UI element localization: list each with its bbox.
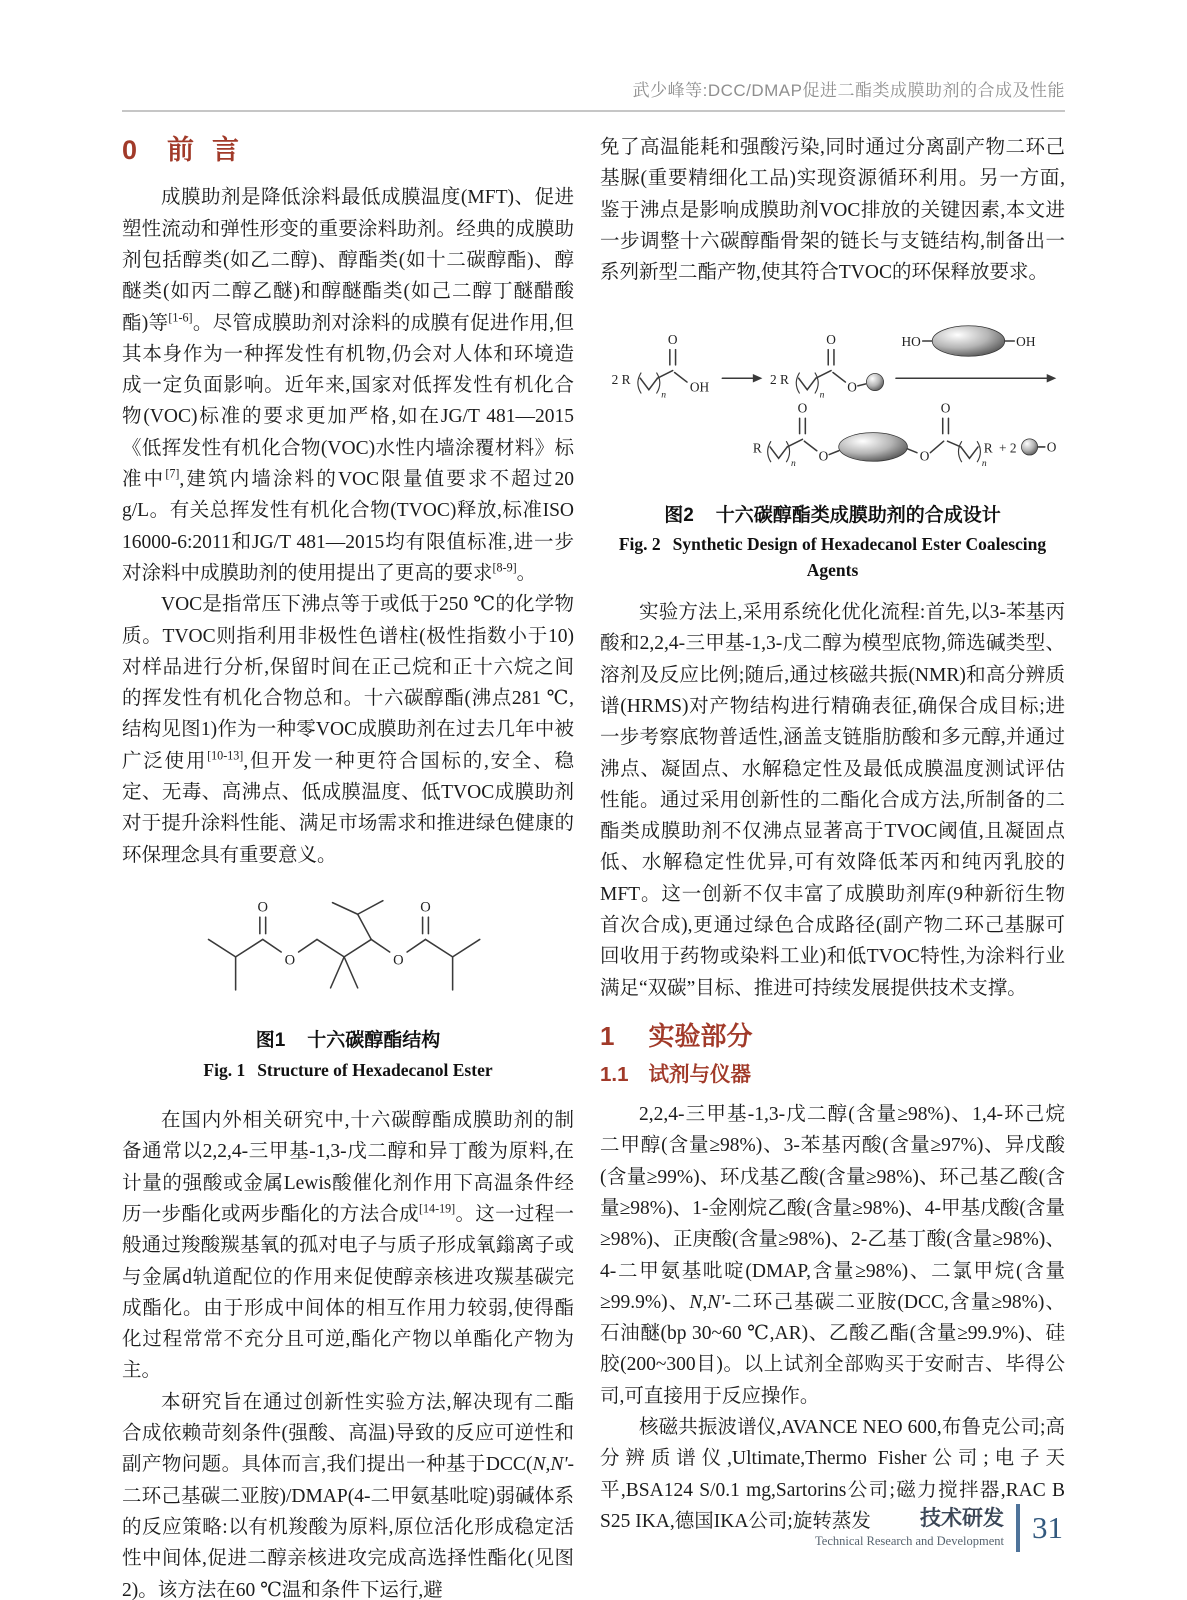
figure-2-reaction-scheme bbox=[604, 298, 1062, 489]
page-number: 31 bbox=[1032, 1510, 1063, 1545]
section-title: 前言 bbox=[167, 135, 258, 165]
citation-ref: [8-9] bbox=[492, 560, 517, 575]
section-number: 1 bbox=[600, 1020, 615, 1051]
figure-1-caption-en bbox=[122, 1058, 574, 1083]
plus-stoichiometry: + 2 bbox=[998, 441, 1017, 457]
oxygen-label: O bbox=[818, 448, 828, 464]
oxygen-label: O bbox=[940, 401, 950, 417]
paragraph-reagents bbox=[600, 1099, 1065, 1412]
figure-title: Structure of Hexadecanol Ester bbox=[257, 1059, 493, 1080]
r-group-label: R bbox=[983, 441, 993, 457]
figure-label: Fig. 2 bbox=[618, 534, 661, 555]
section-heading-0 bbox=[122, 134, 574, 166]
running-head: 武少峰等:DCC/DMAP促进二酯类成膜助剂的合成及性能 bbox=[632, 81, 1065, 100]
footer-divider bbox=[1016, 1504, 1020, 1552]
citation-ref: [7] bbox=[165, 466, 180, 481]
hydroxyl-label: OH bbox=[1015, 334, 1035, 350]
text-run: -二环己基碳二亚胺(DCC,含量≥98%)、石油醚(bp 30~60 ℃,AR)、乙酸乙酯(含量≥99.9%)、硅胶(200~300目)。以上试剂全部购买于安耐吉、毕得公司,可直接用于反应操作。 bbox=[600, 1291, 1065, 1407]
subsection-title: 试剂与仪器 bbox=[648, 1063, 751, 1087]
r-group-label: R bbox=[752, 441, 762, 457]
text-run: VOC是指常压下沸点等于或低于250 ℃的化学物质。TVOC则指利用非极性色谱柱(极性指数小于10)对样品进行分析,保留时间在正己烷和正十六烷之间的挥发性有机化合物总和。十六碳醇酯(沸点281 ℃,结构见图1)作为一种零VOC成膜助剂在过去几年中被广泛使用 bbox=[122, 594, 574, 772]
paragraph-intro-3 bbox=[122, 1105, 574, 1387]
figure-1-chemical-structure bbox=[193, 891, 503, 1015]
section-number: 0 bbox=[122, 135, 138, 165]
italic-chem-name: N,N' bbox=[689, 1291, 725, 1313]
figure-1-caption-cn bbox=[122, 1027, 574, 1056]
figure-label: 图1 bbox=[255, 1030, 286, 1052]
text-run: 。尽管成膜助剂对涂料的成膜有促进作用,但其本身作为一种挥发性有机物,仍会对人体和环境造成一定负面影响。近年来,国家对低挥发性有机化合物(VOC)标准的要求更加严格,如在JG/T 481—2015《低挥发性有机化合物(VOC)水性内墙涂覆材料》标准中 bbox=[122, 312, 574, 491]
byproduct-sphere bbox=[1021, 439, 1037, 455]
footer-section-cn: 技术研发 bbox=[920, 1507, 1004, 1531]
oxygen-label: O bbox=[257, 899, 268, 916]
figure-label: Fig. 1 bbox=[203, 1059, 246, 1080]
figure-title: 十六碳醇酯类成膜助剂的合成设计 bbox=[715, 504, 1001, 526]
repeat-subscript: n bbox=[819, 389, 824, 401]
section-title: 实验部分 bbox=[648, 1020, 753, 1051]
page-footer bbox=[815, 1504, 1063, 1552]
citation-ref: [10-13] bbox=[207, 748, 244, 763]
section-heading-1 bbox=[600, 1020, 1065, 1053]
oxygen-label: O bbox=[825, 332, 836, 348]
right-column bbox=[600, 132, 1065, 1600]
oxygen-label: O bbox=[284, 952, 296, 969]
diol-backbone-ellipse bbox=[838, 433, 907, 462]
figure-2-caption-cn bbox=[600, 502, 1065, 531]
repeat-subscript: n bbox=[660, 389, 666, 401]
hydroxyl-label: HO bbox=[901, 334, 921, 350]
oxygen-label: O bbox=[797, 401, 807, 417]
text-run: ,但开发一种更符合国标的,安全、稳定、无毒、高沸点、低成膜温度、低TVOC成膜助剂对于提升涂料性能、满足市场需求和推进绿色健康的环保理念具有重要意义。 bbox=[122, 750, 574, 866]
header-rule bbox=[122, 110, 1065, 112]
text-run: ,建筑内墙涂料的VOC限量值要求不超过20 g/L。有关总挥发性有机化合物(TVOC)释放,标准ISO 16000-6:2011和JG/T 481—2015均有限值标准,进一步对涂料中成膜助剂的使用提出了更高的要求 bbox=[122, 469, 574, 584]
italic-chem-name: N,N' bbox=[532, 1454, 568, 1476]
page-content bbox=[122, 76, 1065, 1600]
figure-2 bbox=[600, 298, 1065, 583]
paragraph-instruments: 核磁共振波谱仪,AVANCE NEO 600,布鲁克公司;高分辨质谱仪,Ultimate,Thermo Fisher公司;电子天平,BSA124 S/0.1 mg,Sartorins公司;磁力搅拌器,RAC B S25 IKA,德国IKA公司;旋转蒸发 bbox=[600, 1417, 1065, 1532]
subsection-heading-1-1 bbox=[600, 1062, 1065, 1089]
subsection-number: 1.1 bbox=[600, 1063, 629, 1087]
text-run: 。 bbox=[516, 562, 537, 584]
text-run: 成膜助剂是降低涂料最低成膜温度(MFT)、促进塑性流动和弹性形变的重要涂料助剂。经典的成膜助剂包括醇类(如乙二醇)、醇酯类(如十二碳醇酯)、醇醚类(如丙二醇乙醚)和醇醚酯类(如己二醇丁醚醋酸酯)等 bbox=[122, 187, 574, 334]
hydroxyl-label: OH bbox=[689, 380, 709, 396]
paragraph-intro-4 bbox=[122, 1387, 574, 1600]
paragraph-intro-2 bbox=[122, 589, 574, 871]
left-column bbox=[122, 132, 574, 1600]
figure-title: Synthetic Design of Hexadecanol Ester Coalescing Agents bbox=[672, 534, 1047, 580]
figure-label: 图2 bbox=[664, 504, 694, 526]
oxygen-label: O bbox=[1046, 440, 1056, 456]
oxygen-label: O bbox=[420, 899, 431, 916]
figure-1 bbox=[122, 891, 574, 1083]
figure-2-caption-en bbox=[600, 532, 1065, 583]
stoichiometry-label: 2 R bbox=[769, 372, 789, 388]
paragraph-intro-1 bbox=[122, 182, 574, 589]
oxygen-label: O bbox=[393, 952, 404, 969]
diol-backbone-ellipse bbox=[932, 326, 1005, 357]
repeat-subscript: n bbox=[981, 458, 987, 470]
oxygen-label: O bbox=[846, 380, 857, 396]
paragraph-continuation: 免了高温能耗和强酸污染,同时通过分离副产物二环己基脲(重要精细化工品)实现资源循环利用。另一方面,鉴于沸点是影响成膜助剂VOC排放的关键因素,本文进一步调整十六碳醇酯骨架的链长与支链结构,制备出一系列新型二酯产物,使其符合TVOC的环保释放要求。 bbox=[600, 137, 1065, 284]
leaving-group-sphere bbox=[866, 374, 883, 391]
text-run: 2,2,4-三甲基-1,3-戊二醇(含量≥98%)、1,4-环己烷二甲醇(含量≥98%)、3-苯基丙酸(含量≥97%)、异戊酸(含量≥99%)、环戊基乙酸(含量≥98%)、环己基乙酸(含量≥98%)、1-金刚烷乙酸(含量≥98%)、4-甲基戊酸(含量≥98%)、正庚酸(含量≥98%)、2-乙基丁酸(含量≥98%)、4-二甲氨基吡啶(DMAP,含量≥98%)、二氯甲烷(含量≥99.9%)、 bbox=[600, 1104, 1065, 1313]
text-run: 。这一过程一般通过羧酸羰基氧的孤对电子与质子形成氧鎓离子或与金属d轨道配位的作用来促使醇亲核进攻羰基碳完成酯化。由于形成中间体的相互作用力较弱,使得酯化过程常常不充分且可逆,酯化产物以单酯化产物为主。 bbox=[122, 1203, 574, 1382]
text-run: -二环己基碳二亚胺)/DMAP(4-二甲氨基吡啶)弱碱体系的反应策略:以有机羧酸为原料,原位活化形成稳定活性中间体,促进二醇亲核进攻完成高选择性酯化(见图2)。该方法在60 ℃温和条件下运行,避 bbox=[122, 1454, 574, 1600]
oxygen-label: O bbox=[919, 448, 929, 464]
footer-section-labels bbox=[815, 1507, 1004, 1548]
repeat-subscript: n bbox=[790, 458, 796, 470]
figure-title: 十六碳醇酯结构 bbox=[307, 1030, 441, 1052]
citation-ref: [1-6] bbox=[168, 310, 193, 325]
two-column-layout bbox=[122, 132, 1065, 1600]
oxygen-label: O bbox=[667, 332, 678, 348]
footer-section-en: Technical Research and Development bbox=[815, 1533, 1004, 1548]
text-run: 在国内外相关研究中,十六碳醇酯成膜助剂的制备通常以2,2,4-三甲基-1,3-戊二醇和异丁酸为原料,在计量的强酸或金属Lewis酸催化剂作用下高温条件经历一步酯化或两步酯化的方法合成 bbox=[122, 1110, 574, 1225]
text-run: 本研究旨在通过创新性实验方法,解决现有二酯合成依赖苛刻条件(强酸、高温)导致的反应可逆性和副产物问题。具体而言,我们提出一种基于DCC( bbox=[122, 1391, 574, 1476]
paragraph-methods-overview: 实验方法上,采用系统化优化流程:首先,以3-苯基丙酸和2,2,4-三甲基-1,3-戊二醇为模型底物,筛选碱类型、溶剂及反应比例;随后,通过核磁共振(NMR)和高分辨质谱(HRMS)对产物结构进行精确表征,确保合成目标;进一步考察底物普适性,涵盖支链脂肪酸和多元醇,并通过沸点、凝固点、水解稳定性及最低成膜温度测试评估性能。通过采用创新性的二酯化合成方法,所制备的二酯类成膜助剂不仅沸点显著高于TVOC阈值,且凝固点低、水解稳定性优异,可有效降低苯丙和纯丙乳胶的MFT。这一创新不仅丰富了成膜助剂库(9种新衍生物首次合成),更通过绿色合成路径(副产物二环己基脲可回收用于药物或染料工业)和低TVOC特性,为涂料行业满足“双碳”目标、推进可持续发展提供技术支撑。 bbox=[600, 602, 1065, 999]
stoichiometry-label: 2 R bbox=[611, 372, 631, 388]
citation-ref: [14-19] bbox=[418, 1201, 456, 1216]
